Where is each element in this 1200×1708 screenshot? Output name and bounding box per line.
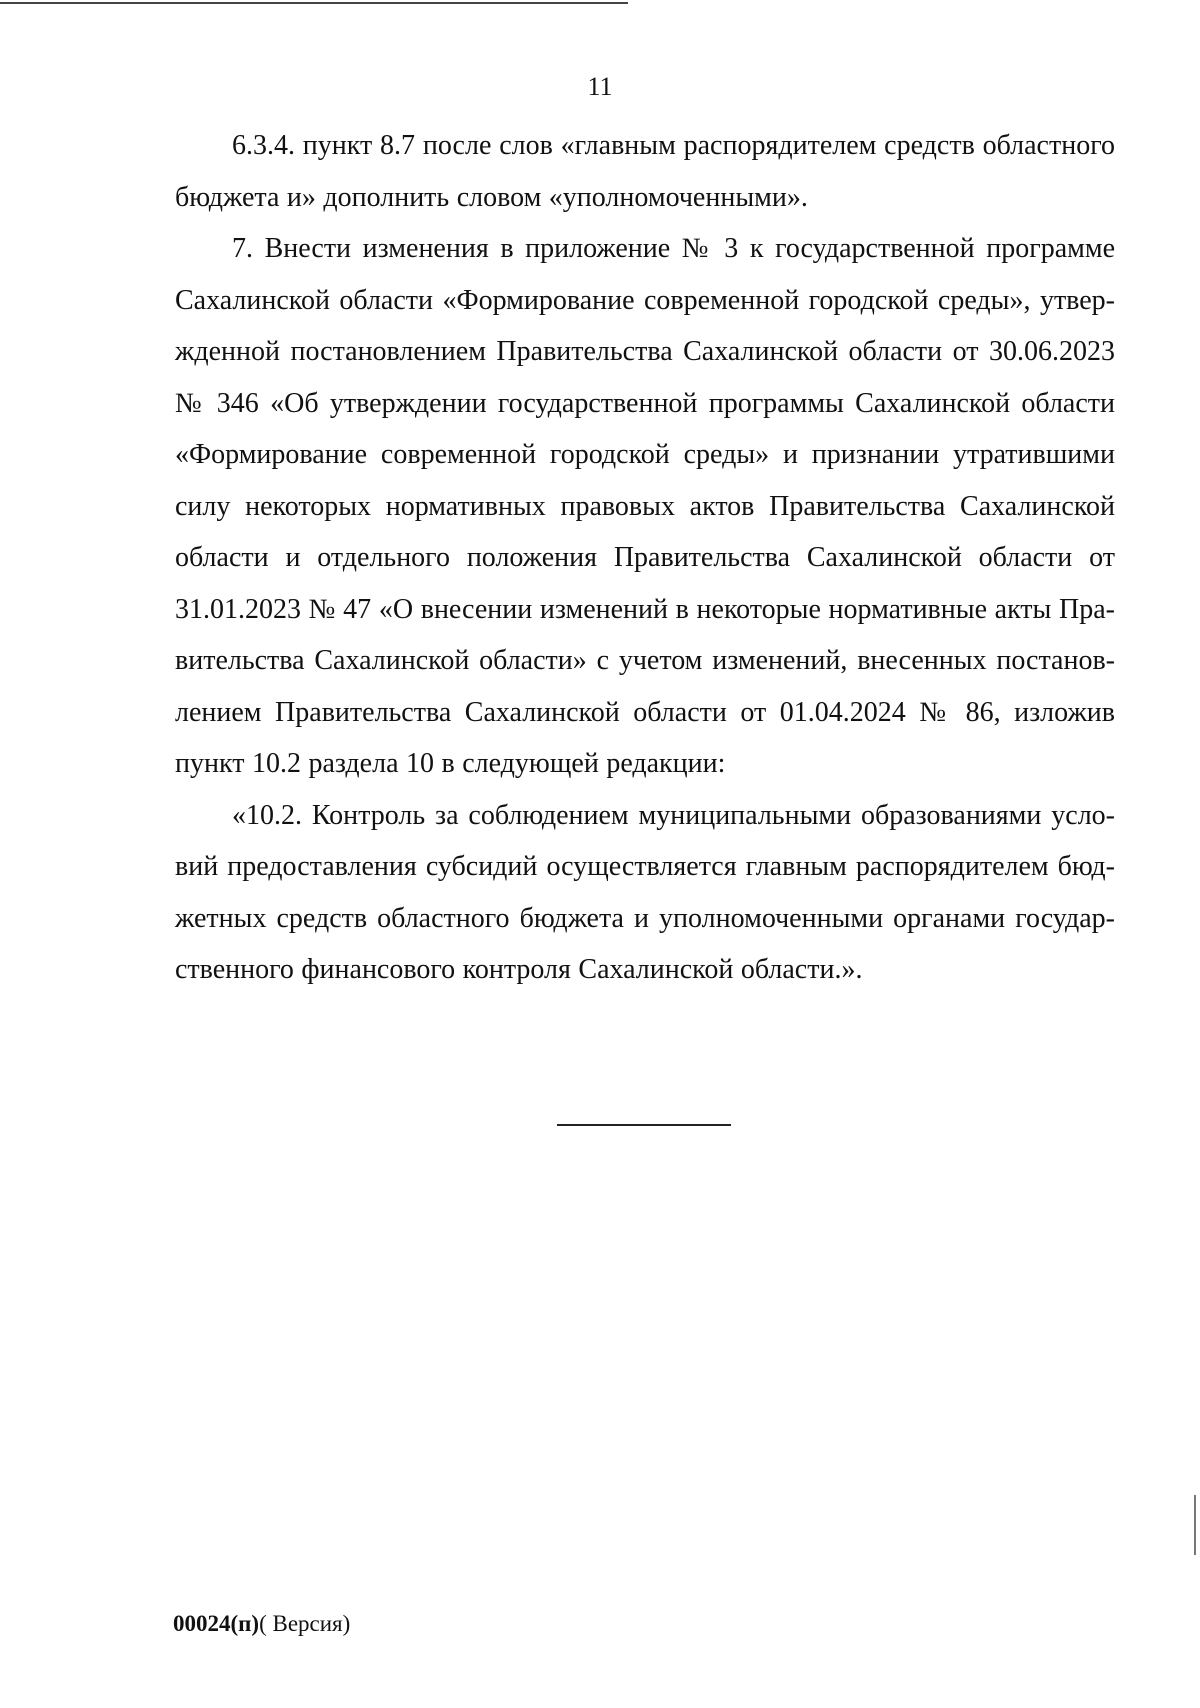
- page-number: 11: [587, 72, 613, 101]
- footer-code: [173, 1610, 350, 1638]
- paragraph-10-2-quote: «10.2. Контроль за соблюдением муниципальными образованиями условий предоставления субсидий осуществляется главным распорядителем бюджетных средств областного бюджета и уполномоченными органами государственного финансового контроля Сахалинской области.».: [175, 799, 1115, 985]
- document-version: ( Версия): [259, 1611, 351, 1636]
- paragraph-6-3-4: 6.3.4. пункт 8.7 после слов «главным распорядителем средств областного бюджета и» дополнить словом «уполномоченными».: [175, 130, 1115, 213]
- document-code: 00024(п): [173, 1611, 260, 1636]
- closing-rule: [557, 1124, 731, 1126]
- top-rule: [0, 2, 628, 4]
- paragraph-7: 7. Внести изменения в приложение № 3 к государственной программе Сахалинской области «Формирование современной городской среды», утвержденной постановлением Правительства Сахалинской области от 30.06.2023 № 346 «Об утверждении государственной программы Сахалинской области «Формирование современной городской среды» и признании утратившими силу некоторых нормативных правовых актов Правительства Сахалинской области и отдельного положения Правительства Сахалинской области от 31.01.2023 № 47 «О внесении изменений в некоторые нормативные акты Правительства Сахалинской области» с учетом изменений, внесенных постановлением Правительства Сахалинской области от 01.04.2024 № 86, изложив пункт 10.2 раздела 10 в следующей редакции:: [175, 233, 1115, 779]
- document-body: [175, 120, 1115, 996]
- scan-edge-mark: [1194, 1495, 1196, 1555]
